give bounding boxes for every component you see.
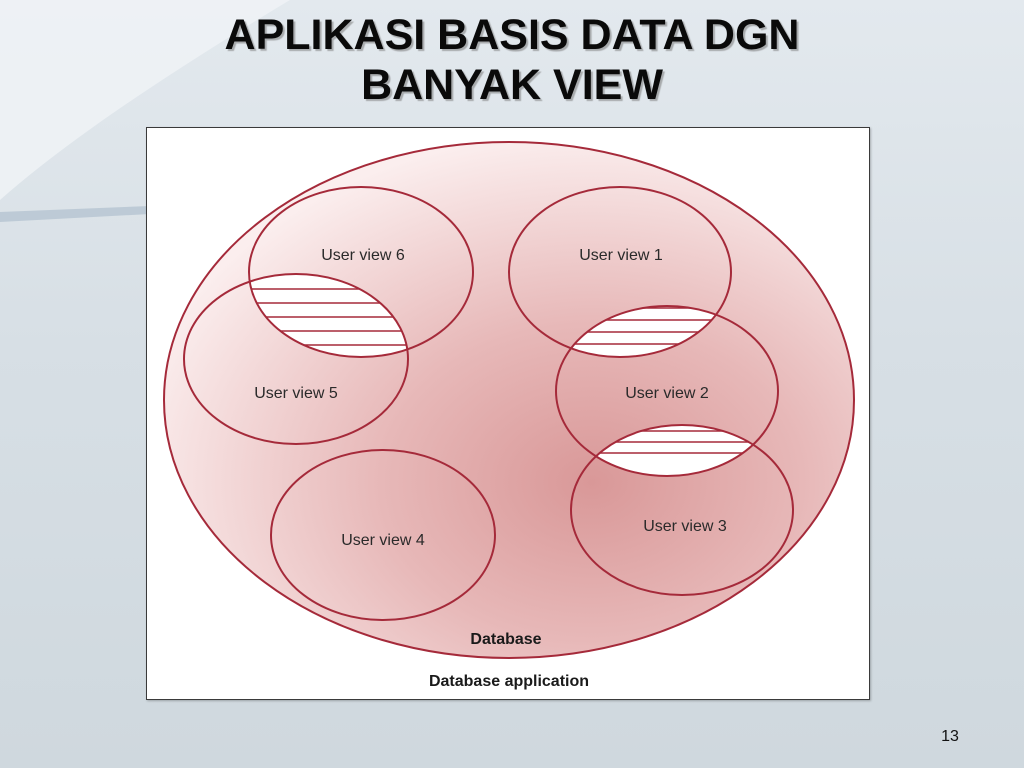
diagram-frame xyxy=(146,127,870,700)
user-view-4-label: User view 4 xyxy=(341,532,425,549)
user-view-3-label: User view 3 xyxy=(643,518,727,535)
database-application-label: Database application xyxy=(428,673,590,690)
slide-title xyxy=(0,10,1024,110)
multi-view-diagram xyxy=(147,128,869,699)
user-view-6-label: User view 6 xyxy=(321,247,405,264)
user-view-2-label: User view 2 xyxy=(625,385,709,402)
slide-title-line-2: BANYAK VIEW xyxy=(361,61,663,109)
user-view-5-label: User view 5 xyxy=(254,385,338,402)
slide-title-line-1: APLIKASI BASIS DATA DGN xyxy=(224,11,800,59)
page-number: 13 xyxy=(941,728,959,745)
user-view-1-label: User view 1 xyxy=(579,247,663,264)
database-label: Database xyxy=(470,631,542,648)
